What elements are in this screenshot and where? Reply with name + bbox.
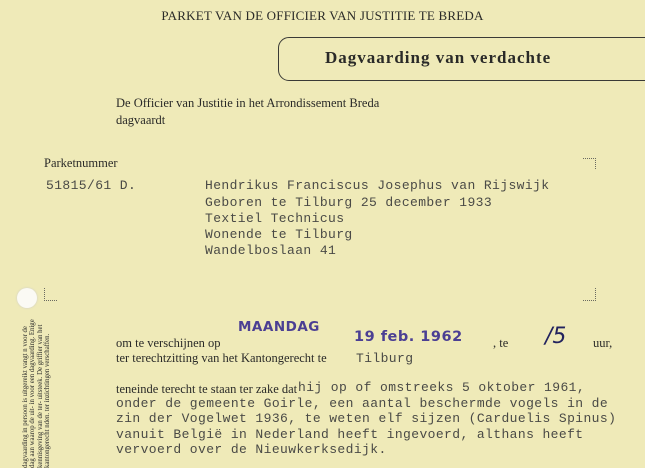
defendant-born: Geboren te Tilburg 25 december 1933 [205, 195, 493, 210]
intro-line-2: dagvaardt [116, 113, 166, 127]
sidebar-note-text: dagvaarding in persoon is uitgereikt vangt n voor de dag aan waarop de uit- in voor een dagvaarding. Enige kennisgeving van de ter- uitsteek. De griffier van het kantongerecht nden. ter inzichtingen verschaffen. [22, 319, 52, 468]
corner-mark-bottom-right [583, 288, 596, 301]
case-number-label: Parketnummer [44, 156, 118, 170]
handwritten-hour: /5 [545, 324, 567, 349]
te-label: , te [493, 336, 509, 350]
sidebar-note [22, 318, 94, 468]
defendant-name: Hendrikus Franciscus Josephus van Rijswijk [205, 178, 550, 193]
charge-line-1: hij op of omstreeks 5 oktober 1961, [298, 380, 586, 395]
hearing-day-stamp: MAANDAG [238, 319, 320, 335]
court-place: Tilburg [356, 351, 414, 366]
corner-mark-bottom-left [44, 288, 57, 301]
intro-line-1: De Officier van Justitie in het Arrondissement Breda [116, 96, 380, 110]
appear-label: om te verschijnen op [116, 336, 221, 350]
uur-label: uur, [593, 336, 613, 350]
case-number: 51815/61 D. [46, 178, 137, 193]
hearing-date-stamp: 19 feb. 1962 [354, 329, 463, 345]
hearing-label: ter terechtzitting van het Kantongerecht te [116, 351, 327, 365]
charge-line-2: onder de gemeente Goirle, een aantal beschermde vogels in de [116, 396, 609, 411]
defendant-residence: Wonende te Tilburg [205, 227, 353, 242]
charge-line-5: vervoerd over de Nieuwkerksedijk. [116, 442, 387, 457]
punch-hole [17, 288, 37, 308]
office-header: PARKET VAN DE OFFICIER VAN JUSTITIE TE BREDA [161, 8, 484, 23]
charge-label: teneinde terecht te staan ter zake dat [116, 382, 298, 396]
document-title: Dagvaarding van verdachte [325, 48, 552, 67]
defendant-address: Wandelboslaan 41 [205, 243, 337, 258]
charge-line-3: zin der Vogelwet 1936, te weten elf sijzen (Carduelis Spinus) [116, 411, 617, 426]
charge-line-4: vanuit België in Nederland heeft ingevoerd, althans heeft [116, 427, 584, 442]
defendant-occupation: Textiel Technicus [205, 211, 345, 226]
corner-mark-top-right [583, 158, 596, 169]
